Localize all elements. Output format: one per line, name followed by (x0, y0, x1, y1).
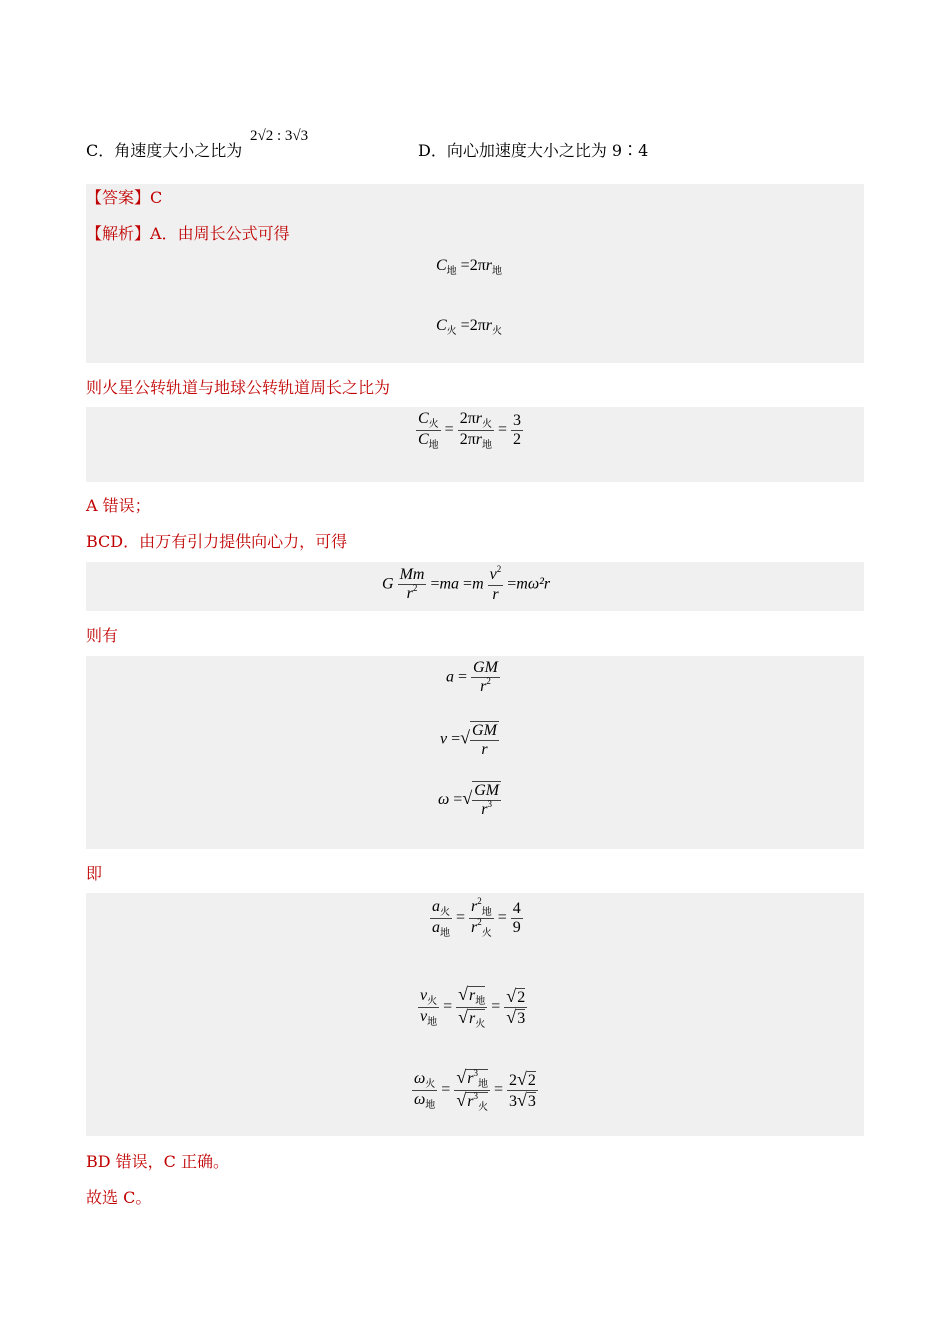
analysis-prefix: 【解析】 (86, 224, 151, 243)
eq-v: v =√ $\frac{GM}{r}$ (440, 722, 497, 758)
option-c-ratio: 2√2 : 3√3 (250, 128, 309, 144)
eq-c-earth: $C_地 =2\pi r_地$ (436, 257, 503, 277)
option-c (86, 141, 242, 161)
answer-line (86, 188, 162, 208)
eq-ratio: $\frac{C_火}{C_地}$ = $\frac{2\pi r_火}{2\pi r_地}$ = $\frac{3}{2}$ (418, 410, 522, 451)
answer-prefix: 【答案】 (86, 188, 151, 207)
eq-w: ω =√ $\frac{GM}{r^3}$ (438, 782, 500, 818)
bcd-intro: BCD．由万有引力提供向心力，可得 (86, 532, 348, 551)
a-wrong: A 错误； (86, 496, 151, 515)
eq-v-ratio: $\frac{v_火}{v_地}$ = $\frac{√r_地}{√r_火}$ = $\frac{√2}{√3}$ (420, 984, 526, 1030)
namely: 即 (86, 864, 103, 883)
eq-c-mars: $C_火 =2\pi r_火$ (436, 317, 503, 337)
analysis-line (86, 224, 290, 244)
eq-gravity: G $\frac{Mm}{r^2}$ =ma =m $\frac{v^2}{r}$ =mω²r (382, 564, 551, 603)
bd-wrong: BD 错误，C 正确。 (86, 1152, 230, 1171)
option-d: D．向心加速度大小之比为 9∶4 (418, 141, 649, 160)
eq-a: a = $\frac{GM}{r^2}$ (446, 659, 498, 695)
option-c-label: C．角速度大小之比为 (86, 141, 243, 160)
then-have: 则有 (86, 626, 119, 645)
eq-w-ratio: $\frac{\omega_火}{\omega_地}$ = $\frac{√r^3_地}{√r^3_火}$ = $\frac{2√2}{3√3}$ (414, 1067, 536, 1113)
answer-value: C (150, 188, 163, 207)
ratio-intro: 则火星公转轨道与地球公转轨道周长之比为 (86, 378, 391, 397)
part-a-intro: A．由周长公式可得 (150, 224, 290, 243)
choose: 故选 C。 (86, 1188, 152, 1207)
eq-a-ratio: $\frac{a_火}{a_地}$ = $\frac{r^2_地}{r^2_火}$ = $\frac{4}{9}$ (432, 896, 521, 939)
